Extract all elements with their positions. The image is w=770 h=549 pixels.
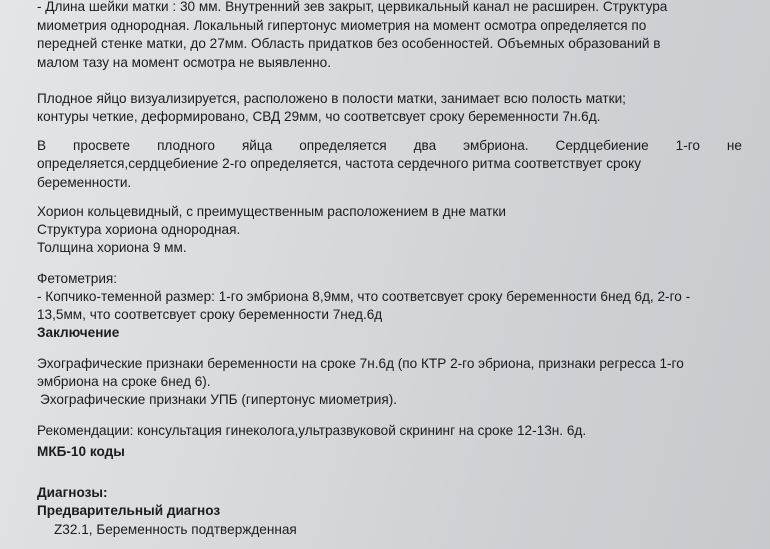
- cervix-line-3: передней стенке матки, до 27мм. Область придатков без особенностей. Объемных образований в: [37, 36, 661, 51]
- fetometry-line-2: 13,5мм, что соответсвует сроку беременности 7нед.6д: [37, 307, 383, 322]
- embryo-line-2: определяется,сердцебиение 2-го определяется, частота сердечного ритма соответствует сроку: [37, 156, 642, 171]
- diagnoses-heading: Диагнозы:: [37, 485, 108, 500]
- conclusion-heading: Заключение: [37, 325, 120, 340]
- embryo-line-1: В просвете плодного яйца определяется два эмбриона. Сердцебиение 1-го не: [37, 138, 742, 153]
- cervix-line-4: малом тазу на момент осмотра не выявленно.: [37, 55, 332, 70]
- fetometry-line-1: - Копчико-теменной размер: 1-го эмбриона 8,9мм, что соответсвует сроку беременности 6нед 6д, 2-го -: [37, 289, 691, 304]
- recommendations-line: Рекомендации: консультация гинеколога,ультразвуковой скрининг на сроке 12-13н. 6д.: [37, 423, 587, 438]
- conclusion-line-3: Эхографические признаки УПБ (гипертонус миометрия).: [40, 392, 398, 407]
- cervix-line-1: - Длина шейки матки : 30 мм. Внутренний зев закрыт, цервикальный канал не расширен. Структура: [37, 0, 668, 14]
- cervix-line-2: миометрия однородная. Локальный гипертонус миометрия на момент осмотра определяется по: [37, 18, 647, 33]
- chorion-line-1: Хорион кольцевидный, с преимущественным расположением в дне матки: [37, 204, 506, 219]
- chorion-line-3: Толщина хориона 9 мм.: [37, 240, 187, 255]
- conclusion-line-2: эмбриона на сроке 6нед 6).: [37, 374, 211, 389]
- gestational-sac-line-2: контуры четкие, деформировано, СВД 29мм, чо соответсвует сроку беременности 7н.6д.: [37, 109, 601, 124]
- gestational-sac-line-1: Плодное яйцо визуализируется, расположено в полости матки, занимает всю полость матки;: [37, 91, 626, 106]
- conclusion-line-1: Эхографические признаки беременности на сроке 7н.6д (по КТР 2-го эбриона, признаки регресса 1-го: [37, 356, 684, 371]
- diagnosis-entry: Z32.1, Беременность подтвержденная: [54, 522, 297, 537]
- chorion-line-2: Структура хориона однородная.: [37, 222, 241, 237]
- fetometry-heading: Фетометрия:: [37, 271, 118, 286]
- preliminary-diagnosis-heading: Предварительный диагноз: [37, 503, 221, 518]
- embryo-line-3: беременности.: [37, 175, 132, 190]
- icd10-heading: МКБ-10 коды: [37, 444, 125, 459]
